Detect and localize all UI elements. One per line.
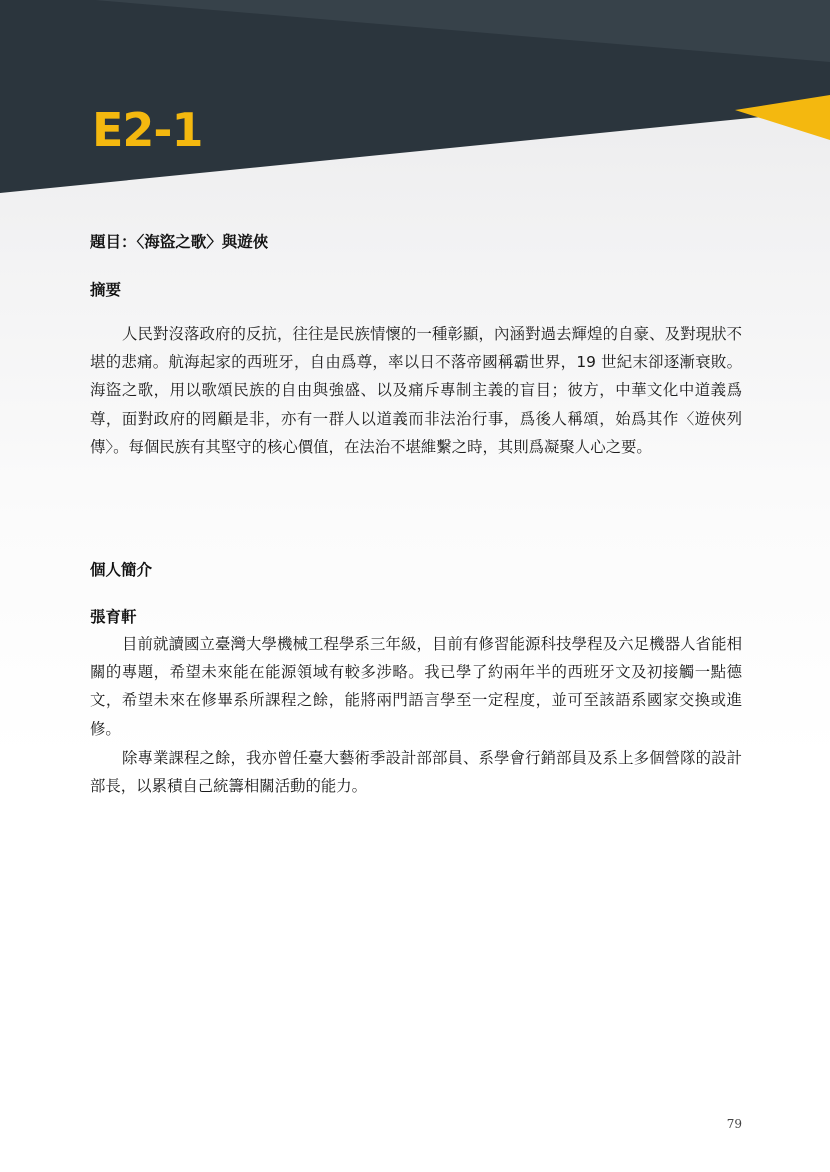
abstract-paragraph: 人民對沒落政府的反抗，往往是民族情懷的一種彰顯，內涵對過去輝煌的自豪、及對現狀不堪的悲痛。航海起家的西班牙，自由爲尊，率以日不落帝國稱霸世界，19 世紀末卻逐漸衰敗。海盜之歌，用以歌頌民族的自由與強盛、以及痛斥專制主義的盲目；彼方，中華文化中道義爲尊，面對政府的罔顧是非，亦有一群人以道義而非法治行事，爲後人稱頌，始爲其作〈遊俠列傳〉。每個民族有其堅守的核心價值，在法治不堪維繫之時，其則爲凝聚人心之要。 (90, 325, 742, 456)
bio-heading: 個人簡介 (90, 561, 153, 579)
title-line: 題目：〈海盜之歌〉與遊俠 (90, 233, 269, 251)
page-number: 79 (726, 1117, 742, 1131)
bio-paragraph-1: 目前就讀國立臺灣大學機械工程學系三年級，目前有修習能源科技學程及六足機器人省能相關的專題，希望未來能在能源領域有較多涉略。我已學了約兩年半的西班牙文及初接觸一點德文，希望未來在修畢系所課程之餘，能將兩門語言學至一定程度，並可至該語系國家交換或進修。 (90, 635, 742, 738)
bio-paragraph-2: 除專業課程之餘，我亦曾任臺大藝術季設計部部員、系學會行銷部員及系上多個營隊的設計部長，以累積自己統籌相關活動的能力。 (90, 749, 742, 796)
author-name: 張育軒 (90, 608, 137, 626)
section-code: E2-1 (92, 103, 203, 157)
abstract-heading: 摘要 (90, 281, 122, 299)
